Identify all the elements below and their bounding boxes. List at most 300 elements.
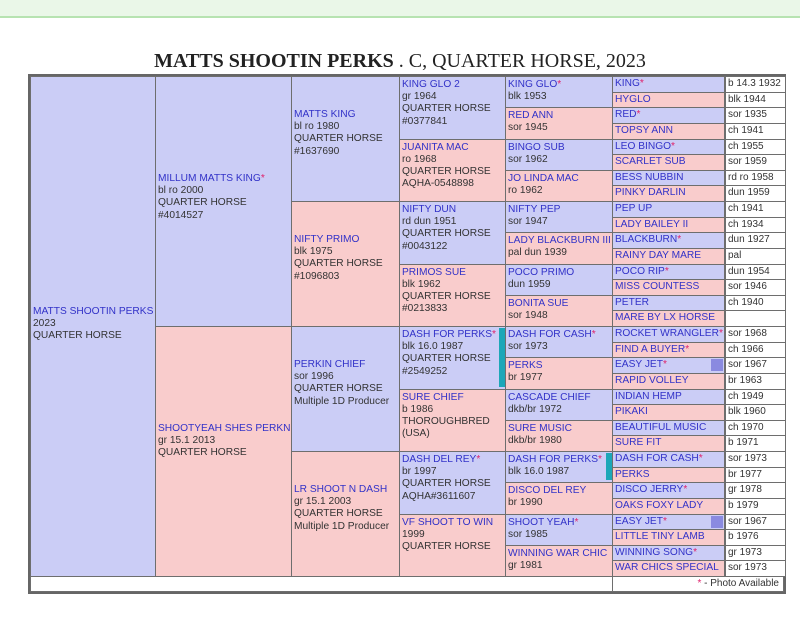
horse-name-text: BEAUTIFUL MUSIC — [615, 421, 707, 433]
horse-detail-line: dun 1959 — [508, 278, 551, 290]
horse-name-link[interactable] — [402, 454, 503, 466]
pedigree-cell-gen4 — [399, 139, 506, 203]
horse-detail-line: ro 1962 — [508, 184, 543, 196]
horse-name-link[interactable] — [294, 359, 397, 371]
horse-detail-line: sor 1948 — [508, 309, 548, 321]
horse-name-link[interactable] — [508, 235, 610, 247]
photo-available-star: * — [557, 79, 562, 90]
horse-detail-line: sor 1985 — [508, 528, 548, 540]
horse-name-link[interactable] — [508, 298, 610, 310]
photo-available-star: * — [664, 265, 669, 277]
horse-detail-line: blk 16.0 1987 — [508, 466, 570, 478]
horse-detail-line: QUARTER HORSE — [158, 197, 247, 209]
horse-name-text: SHOOTYEAH SHES PERKN — [158, 423, 291, 434]
horse-name-text: WINNING WAR CHIC — [508, 547, 608, 559]
horse-name-link[interactable] — [508, 79, 610, 91]
horse-name-text: DASH FOR PERKS — [402, 329, 493, 340]
pedigree-cell-gen6 — [612, 451, 725, 468]
pedigree-cell-gen6 — [612, 514, 725, 531]
pedigree-cell-gen6 — [612, 217, 725, 234]
horse-name-link[interactable] — [402, 517, 503, 529]
horse-name-link[interactable] — [158, 173, 289, 185]
pedigree-cell-gen6 — [612, 498, 725, 515]
horse-detail-line: gr 15.1 2003 — [294, 496, 352, 508]
horse-detail-line: blk 1953 — [508, 91, 547, 103]
pedigree-cell-gen6 — [612, 201, 725, 218]
horse-detail-line: #2549252 — [402, 365, 448, 377]
horse-detail-line: br 1997 — [402, 466, 437, 478]
horse-name-link[interactable] — [615, 311, 722, 324]
horse-name-text: MATTS KING — [294, 109, 356, 120]
horse-name-text: PERKS — [508, 360, 543, 372]
horse-name-link[interactable] — [615, 327, 722, 340]
pedigree-cell-gen6 — [612, 529, 725, 546]
legend-text: - Photo Available — [701, 578, 779, 589]
horse-name-text: DASH DEL REY — [402, 454, 477, 465]
photo-available-star: * — [671, 140, 676, 152]
horse-name-link[interactable] — [615, 343, 722, 356]
horse-name-text: SURE FIT — [615, 437, 662, 449]
horse-name-link[interactable] — [508, 329, 610, 341]
horse-detail-line: Multiple 1D Producer — [294, 395, 390, 407]
pedigree-cell-gen3 — [291, 326, 400, 452]
horse-name-text: POCO RIP — [615, 265, 665, 277]
horse-name-text: NIFTY PRIMO — [294, 234, 360, 245]
horse-name-link[interactable] — [402, 329, 503, 341]
horse-info-cell: br 1977 — [725, 467, 786, 484]
pedigree-cell-gen5 — [505, 326, 613, 358]
horse-name-text: INDIAN HEMP — [615, 390, 682, 402]
horse-info-cell: sor 1946 — [725, 279, 786, 296]
horse-name-link[interactable] — [615, 374, 722, 387]
horse-detail-line: #0043122 — [402, 240, 448, 252]
horse-name-link[interactable] — [615, 483, 722, 496]
pedigree-cell-gen6 — [612, 295, 725, 312]
horse-info-cell: sor 1967 — [725, 357, 786, 374]
photo-available-star: * — [683, 484, 688, 496]
horse-detail-line: gr 1981 — [508, 559, 543, 571]
horse-name-text: LADY BLACKBURN III — [508, 235, 611, 247]
horse-name-text: SCARLET SUB — [615, 156, 686, 168]
horse-name-link[interactable] — [615, 499, 722, 512]
horse-name-link[interactable] — [508, 485, 610, 497]
pedigree-cell-gen5 — [505, 514, 613, 546]
pedigree-cell-gen5 — [505, 232, 613, 264]
pedigree-cell-gen5 — [505, 264, 613, 296]
pedigree-cell-gen6 — [612, 170, 725, 187]
horse-description-title: . C, QUARTER HORSE, 2023 — [393, 50, 646, 72]
horse-name-text: MILLUM MATTS KING — [158, 173, 261, 184]
horse-name-text: MARE BY LX HORSE — [615, 312, 716, 324]
horse-info-cell: sor 1968 — [725, 326, 786, 343]
horse-name-link[interactable] — [508, 267, 610, 279]
horse-info-cell: sor 1935 — [725, 107, 786, 124]
horse-name-link[interactable] — [402, 392, 503, 404]
horse-detail-line: gr 15.1 2013 — [158, 435, 216, 447]
pedigree-cell-gen3 — [291, 451, 400, 577]
horse-info-cell: ch 1941 — [725, 123, 786, 140]
pedigree-cell-gen1 — [30, 76, 156, 577]
horse-name-link[interactable] — [615, 202, 722, 215]
pedigree-cell-gen6 — [612, 357, 725, 374]
horse-name-link[interactable] — [615, 77, 722, 90]
horse-name-text: PINKY DARLIN — [615, 187, 686, 199]
horse-name-text: NIFTY DUN — [402, 204, 457, 215]
horse-info-cell: ch 1970 — [725, 420, 786, 437]
horse-name-link[interactable] — [402, 142, 503, 154]
horse-detail-line: bl ro 2000 — [158, 185, 204, 197]
horse-detail-line: ro 1968 — [402, 153, 437, 165]
pedigree-cell-gen6 — [612, 560, 725, 577]
horse-info-cell: b 1979 — [725, 498, 786, 515]
pedigree-cell-gen6 — [612, 92, 725, 109]
horse-detail-line: QUARTER HORSE — [294, 133, 383, 145]
horse-name-link[interactable] — [615, 171, 722, 184]
highlight-marker — [711, 516, 723, 528]
horse-detail-line: QUARTER HORSE — [402, 103, 491, 115]
horse-info-cell: blk 1944 — [725, 92, 786, 109]
horse-name-link[interactable] — [508, 360, 610, 372]
horse-info-cell: blk 1960 — [725, 404, 786, 421]
pedigree-cell-gen4 — [399, 326, 506, 390]
horse-name-text: PETER — [615, 296, 649, 308]
horse-info-cell — [725, 310, 786, 327]
horse-detail-line: QUARTER HORSE — [158, 447, 247, 459]
pedigree-cell-gen6 — [612, 467, 725, 484]
horse-info-cell: ch 1940 — [725, 295, 786, 312]
horse-name-link[interactable] — [615, 186, 722, 199]
pedigree-cell-gen4 — [399, 201, 506, 265]
horse-name-text: DISCO DEL REY — [508, 485, 587, 497]
pedigree-cell-gen6 — [612, 435, 725, 452]
pedigree-cell-gen5 — [505, 545, 613, 577]
horse-name-link[interactable] — [615, 233, 722, 246]
horse-info-cell: rd ro 1958 — [725, 170, 786, 187]
pedigree-cell-gen6 — [612, 107, 725, 124]
horse-detail-line: sor 1947 — [508, 216, 548, 228]
photo-available-star: * — [693, 546, 698, 558]
horse-name-link[interactable] — [508, 173, 610, 185]
horse-detail-line: br 1990 — [508, 497, 543, 509]
horse-name-link[interactable] — [615, 561, 722, 574]
horse-name-link[interactable] — [615, 405, 722, 418]
horse-name-link[interactable] — [294, 109, 397, 121]
horse-detail-line: QUARTER HORSE — [294, 258, 383, 270]
horse-name-link[interactable] — [615, 358, 722, 371]
pedigree-cell-gen6 — [612, 310, 725, 327]
horse-detail-line: #0377841 — [402, 115, 448, 127]
horse-name-link[interactable] — [615, 280, 722, 293]
horse-info-cell: pal — [725, 248, 786, 265]
horse-detail-line: QUARTER HORSE — [402, 478, 491, 490]
horse-name-text: NIFTY PEP — [508, 204, 561, 215]
photo-available-star: * — [698, 453, 703, 464]
pedigree-cell-gen6 — [612, 76, 725, 93]
horse-name-link[interactable] — [402, 79, 503, 91]
pedigree-cell-gen4 — [399, 514, 506, 578]
horse-name-link[interactable] — [402, 204, 503, 216]
pedigree-cell-gen4 — [399, 451, 506, 515]
horse-info-cell: ch 1934 — [725, 217, 786, 234]
horse-detail-line: Multiple 1D Producer — [294, 520, 390, 532]
horse-detail-line: dkb/br 1972 — [508, 403, 562, 415]
horse-name-link[interactable] — [158, 423, 289, 435]
horse-detail-line: dkb/br 1980 — [508, 434, 562, 446]
pedigree-cell-gen2 — [155, 326, 292, 577]
horse-name-text: VF SHOOT TO WIN — [402, 516, 494, 528]
horse-info-cell: sor 1967 — [725, 514, 786, 531]
horse-detail-line: 2023 — [33, 318, 56, 330]
pedigree-cell-gen6 — [612, 420, 725, 437]
horse-name-text: KING — [615, 78, 640, 89]
horse-detail-line: sor 1962 — [508, 153, 548, 165]
horse-detail-line: b 1986 — [402, 403, 434, 415]
horse-detail-line: blk 1962 — [402, 278, 441, 290]
horse-detail-line: blk 16.0 1987 — [402, 341, 464, 353]
horse-detail-line: #1637690 — [294, 145, 340, 157]
horse-detail-line: QUARTER HORSE — [33, 330, 122, 342]
horse-name-text: JO LINDA MAC — [508, 172, 579, 184]
horse-name-text: MATTS SHOOTIN PERKS — [33, 306, 154, 317]
horse-info-cell: dun 1927 — [725, 232, 786, 249]
horse-detail-line: bl ro 1980 — [294, 121, 340, 133]
pedigree-cell-gen6 — [612, 404, 725, 421]
horse-name-text: RED — [615, 109, 637, 121]
horse-name-link[interactable] — [508, 110, 610, 122]
horse-name-text: DASH FOR CASH — [508, 329, 592, 340]
pedigree-cell-gen4 — [399, 264, 506, 328]
horse-name-text: RAPID VOLLEY — [615, 374, 689, 386]
horse-detail-line: QUARTER HORSE — [402, 228, 491, 240]
pedigree-cell-gen2 — [155, 76, 292, 327]
horse-name-text: WINNING SONG — [615, 546, 694, 558]
horse-name-text: PERKS — [615, 468, 650, 480]
pedigree-cell-gen6 — [612, 248, 725, 265]
horse-name-link[interactable] — [615, 140, 722, 153]
horse-name-link[interactable] — [508, 423, 610, 435]
horse-name-text: DASH FOR CASH — [615, 453, 699, 464]
horse-name-link[interactable] — [615, 249, 722, 262]
top-banner — [0, 0, 800, 18]
horse-name-text: LITTLE TINY LAMB — [615, 531, 705, 543]
horse-detail-line: sor 1945 — [508, 122, 548, 134]
pedigree-cell-gen5 — [505, 389, 613, 421]
horse-name-text: RED ANN — [508, 110, 554, 122]
horse-detail-line: #4014527 — [158, 209, 204, 221]
horse-name-link[interactable] — [615, 390, 722, 403]
horse-name-text: TOPSY ANN — [615, 124, 673, 136]
horse-name-text: DASH FOR PERKS — [508, 454, 599, 465]
pedigree-cell-gen6 — [612, 154, 725, 171]
photo-available-star: * — [574, 516, 579, 528]
pedigree-cell-gen6 — [612, 326, 725, 343]
horse-name-text: POCO PRIMO — [508, 266, 575, 278]
horse-detail-line: pal dun 1939 — [508, 247, 567, 259]
horse-info-cell: ch 1955 — [725, 139, 786, 156]
pedigree-cell-gen6 — [612, 139, 725, 156]
horse-name-link[interactable] — [615, 530, 722, 543]
horse-name-text: SURE CHIEF — [402, 391, 464, 403]
horse-detail-line: #1096803 — [294, 270, 340, 282]
pedigree-cell-gen6 — [612, 482, 725, 499]
pedigree-cell-gen4 — [399, 389, 506, 453]
photo-available-star: * — [476, 454, 481, 465]
horse-name-link[interactable] — [33, 306, 153, 318]
pedigree-cell-gen5 — [505, 139, 613, 171]
horse-detail-line: QUARTER HORSE — [402, 290, 491, 302]
pedigree-cell-gen6 — [612, 373, 725, 390]
pedigree-cell-gen6 — [612, 545, 725, 562]
horse-name-link[interactable] — [615, 546, 722, 559]
horse-name-text: KING GLO — [508, 79, 558, 90]
pedigree-cell-gen5 — [505, 76, 613, 108]
horse-detail-line: QUARTER HORSE — [402, 353, 491, 365]
horse-name-link[interactable] — [508, 454, 610, 466]
horse-name-text: BONITA SUE — [508, 297, 569, 309]
legend-row — [30, 576, 784, 592]
page-title — [0, 50, 800, 73]
legend-divider — [612, 576, 613, 592]
horse-detail-line: AQHA-0548898 — [402, 178, 474, 190]
horse-info-cell: b 1976 — [725, 529, 786, 546]
pedigree-cell-gen4 — [399, 76, 506, 140]
highlight-marker — [711, 359, 723, 371]
horse-detail-line: QUARTER HORSE — [402, 165, 491, 177]
horse-name-link[interactable] — [615, 93, 722, 106]
horse-name-text: WAR CHICS SPECIAL — [615, 562, 719, 574]
pedigree-cell-gen6 — [612, 123, 725, 140]
horse-name-link[interactable] — [294, 234, 397, 246]
horse-name-link[interactable] — [508, 548, 610, 560]
horse-info-cell: gr 1973 — [725, 545, 786, 562]
horse-name-title: MATTS SHOOTIN PERKS — [154, 50, 394, 72]
horse-info-cell: gr 1978 — [725, 482, 786, 499]
horse-detail-line: QUARTER HORSE — [294, 383, 383, 395]
horse-name-text: JUANITA MAC — [402, 141, 469, 153]
pedigree-cell-gen6 — [612, 279, 725, 296]
horse-name-text: LR SHOOT N DASH — [294, 484, 388, 495]
horse-name-link[interactable] — [615, 296, 722, 309]
horse-name-link[interactable] — [508, 392, 610, 404]
horse-name-text: BESS NUBBIN — [615, 171, 684, 183]
horse-detail-line: gr 1964 — [402, 91, 437, 103]
horse-info-cell: ch 1941 — [725, 201, 786, 218]
horse-detail-line: rd dun 1951 — [402, 216, 457, 228]
horse-name-text: PRIMOS SUE — [402, 266, 466, 278]
horse-name-text: PIKAKI — [615, 406, 648, 418]
horse-info-cell: br 1963 — [725, 373, 786, 390]
dash-marker-bar — [606, 453, 612, 480]
horse-info-cell: sor 1973 — [725, 451, 786, 468]
horse-name-text: BLACKBURN — [615, 234, 678, 246]
horse-name-text: LEO BINGO — [615, 140, 672, 152]
pedigree-cell-gen5 — [505, 420, 613, 452]
horse-detail-line: QUARTER HORSE — [402, 540, 491, 552]
photo-available-star: * — [639, 78, 644, 89]
horse-detail-line: (USA) — [402, 428, 430, 440]
horse-name-text: ROCKET WRANGLER — [615, 328, 719, 339]
horse-name-link[interactable] — [615, 515, 722, 528]
horse-info-cell: b 1971 — [725, 435, 786, 452]
pedigree-cell-gen6 — [612, 232, 725, 249]
horse-info-cell: dun 1954 — [725, 264, 786, 281]
horse-info-cell: sor 1973 — [725, 560, 786, 577]
pedigree-cell-gen5 — [505, 482, 613, 514]
horse-detail-line: sor 1973 — [508, 341, 548, 353]
horse-name-text: EASY JET — [615, 359, 663, 371]
horse-name-link[interactable] — [508, 142, 610, 154]
horse-name-link[interactable] — [615, 124, 722, 137]
photo-available-star: * — [685, 343, 690, 355]
horse-name-link[interactable] — [615, 108, 722, 121]
horse-name-link[interactable] — [402, 267, 503, 279]
horse-name-link[interactable] — [294, 484, 397, 496]
horse-info-cell: ch 1966 — [725, 342, 786, 359]
pedigree-cell-gen6 — [612, 342, 725, 359]
pedigree-cell-gen6 — [612, 264, 725, 281]
pedigree-cell-gen5 — [505, 451, 613, 483]
horse-name-text: OAKS FOXY LADY — [615, 499, 704, 511]
horse-name-link[interactable] — [615, 436, 722, 449]
pedigree-cell-gen6 — [612, 389, 725, 406]
horse-name-link[interactable] — [615, 452, 722, 465]
horse-detail-line: sor 1996 — [294, 371, 334, 383]
horse-name-text: PERKIN CHIEF — [294, 359, 366, 370]
horse-name-link[interactable] — [615, 265, 722, 278]
horse-detail-line: THOROUGHBRED — [402, 415, 490, 427]
legend-star: * — [697, 578, 702, 589]
horse-name-link[interactable] — [615, 155, 722, 168]
photo-available-star: * — [662, 359, 667, 371]
pedigree-cell-gen5 — [505, 170, 613, 202]
horse-name-text: MISS COUNTESS — [615, 281, 700, 293]
horse-name-link[interactable] — [615, 218, 722, 231]
pedigree-cell-gen5 — [505, 357, 613, 389]
horse-name-text: EASY JET — [615, 515, 663, 527]
photo-available-star: * — [677, 234, 682, 246]
photo-available-star: * — [591, 329, 596, 340]
horse-info-cell: ch 1949 — [725, 389, 786, 406]
horse-detail-line: #0213833 — [402, 303, 448, 315]
horse-detail-line: AQHA#3611607 — [402, 490, 476, 502]
photo-available-star: * — [492, 329, 496, 340]
horse-name-link[interactable] — [508, 517, 610, 529]
horse-name-text: FIND A BUYER — [615, 343, 686, 355]
pedigree-cell-gen5 — [505, 107, 613, 139]
photo-available-star: * — [718, 328, 723, 339]
horse-name-link[interactable] — [508, 204, 610, 216]
horse-name-text: SHOOT YEAH — [508, 516, 575, 528]
photo-available-star: * — [260, 173, 265, 184]
horse-name-text: KING GLO 2 — [402, 79, 460, 90]
horse-name-text: RAINY DAY MARE — [615, 249, 702, 261]
horse-name-link[interactable] — [615, 421, 722, 434]
pedigree-cell-gen3 — [291, 76, 400, 202]
horse-detail-line: QUARTER HORSE — [294, 508, 383, 520]
horse-detail-line: blk 1975 — [294, 246, 333, 258]
pedigree-cell-gen5 — [505, 201, 613, 233]
pedigree-cell-gen6 — [612, 185, 725, 202]
horse-name-text: HYGLO — [615, 93, 651, 105]
photo-available-star: * — [636, 109, 641, 121]
horse-info-cell: b 14.3 1932 — [725, 76, 786, 93]
horse-info-cell: dun 1959 — [725, 185, 786, 202]
horse-name-text: DISCO JERRY — [615, 484, 684, 496]
horse-info-cell: sor 1959 — [725, 154, 786, 171]
horse-name-link[interactable] — [615, 468, 722, 481]
photo-available-star: * — [662, 515, 667, 527]
pedigree-cell-gen3 — [291, 201, 400, 327]
